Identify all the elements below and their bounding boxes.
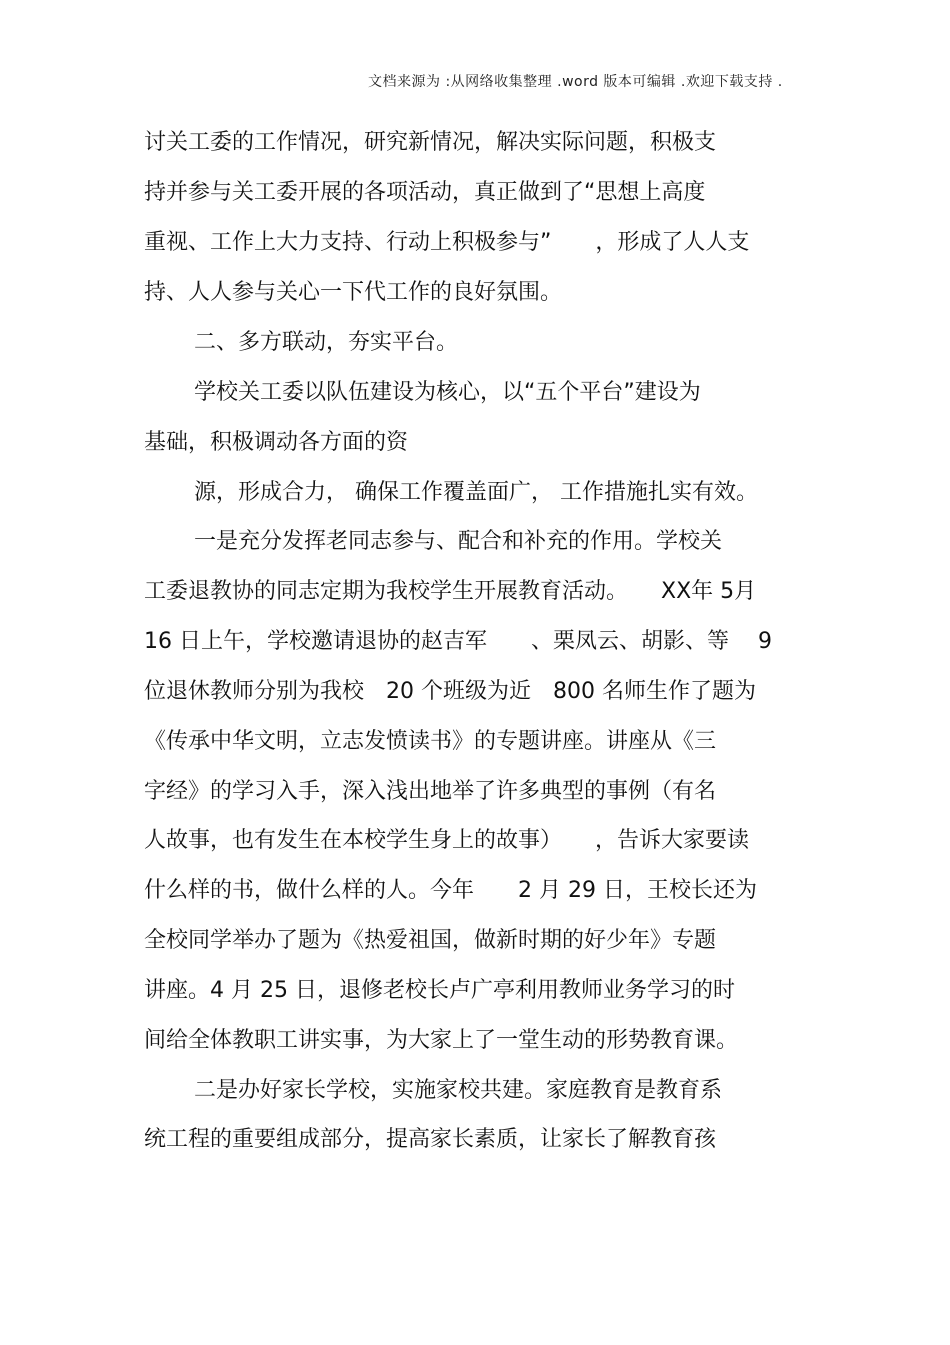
page-header-note: 文档来源为 :从网络收集整理 .word 版本可编辑 .欢迎下载支持 . <box>368 74 783 90</box>
text-line-10: 工委退教协的同志定期为我校学生开展教育活动。 XX年 5月 <box>144 579 757 604</box>
text-line-21: 统工程的重要组成部分，提高家长素质，让家长了解教育孩 <box>144 1127 717 1152</box>
text-line-20: 二是办好家长学校，实施家校共建。家庭教育是教育系 <box>194 1078 723 1103</box>
text-line-14: 字经》的学习入手，深入浅出地举了许多典型的事例（有名 <box>144 779 717 804</box>
text-line-12: 位退休教师分别为我校 20 个班级为近 800 名师生作了题为 <box>144 679 756 704</box>
text-line-11: 16 日上午，学校邀请退协的赵吉军 、栗凤云、胡影、等 9 <box>144 629 772 654</box>
text-line-15: 人故事，也有发生在本校学生身上的故事） ，告诉大家要读 <box>144 828 750 853</box>
section-heading-2: 二、多方联动，夯实平台。 <box>194 330 459 355</box>
text-line-7: 基础，积极调动各方面的资 <box>144 430 409 455</box>
text-line-16: 什么样的书，做什么样的人。今年 2 月 29 日，王校长还为 <box>144 878 757 903</box>
text-line-8: 源，形成合力， 确保工作覆盖面广， 工作措施扎实有效。 <box>194 480 758 505</box>
text-line-13: 《传承中华文明，立志发愤读书》的专题讲座。讲座从《三 <box>144 729 717 754</box>
text-line-1: 讨关工委的工作情况，研究新情况，解决实际问题，积极支 <box>144 130 717 155</box>
text-line-6: 学校关工委以队伍建设为核心，以“五个平台”建设为 <box>194 380 701 405</box>
text-line-4: 持、人人参与关心一下代工作的良好氛围。 <box>144 280 563 305</box>
text-line-17: 全校同学举办了题为《热爱祖国，做新时期的好少年》专题 <box>144 928 717 953</box>
text-line-18: 讲座。4 月 25 日，退修老校长卢广亭利用教师业务学习的时 <box>144 978 735 1003</box>
text-line-2: 持并参与关工委开展的各项活动，真正做到了“思想上高度 <box>144 180 706 205</box>
text-line-19: 间给全体教职工讲实事，为大家上了一堂生动的形势教育课。 <box>144 1028 739 1053</box>
text-line-3: 重视、工作上大力支持、行动上积极参与” ，形成了人人支 <box>144 230 750 255</box>
text-line-9: 一是充分发挥老同志参与、配合和补充的作用。学校关 <box>194 529 723 554</box>
